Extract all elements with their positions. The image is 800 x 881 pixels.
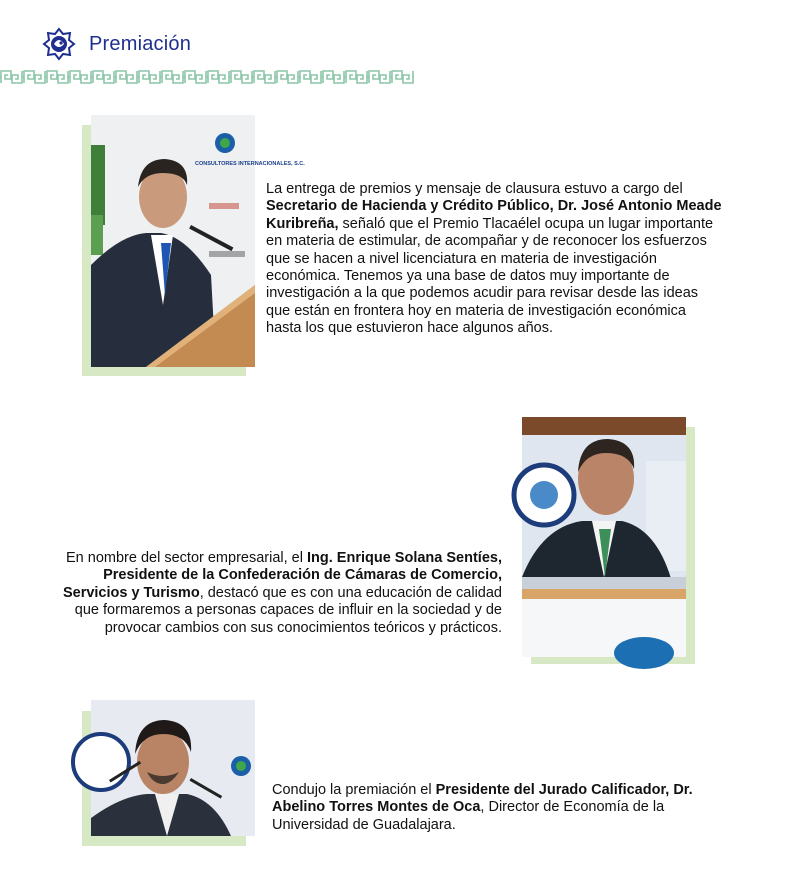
- paragraph-meade: [266, 181, 724, 338]
- section-header: [43, 26, 191, 62]
- text-bold: Presidente del Jurado Calificador, Dr. Abelino Torres Montes de Oca: [272, 782, 693, 816]
- tlacaelel-emblem-icon: [43, 28, 75, 60]
- text-bold: Ing. Enrique Solana Sentíes, Presidente de la Confederación de Cámaras de Comercio, Servicios y Turismo: [62, 550, 502, 601]
- paragraph-solana: [40, 550, 502, 637]
- speaker-photo-solana: [522, 417, 686, 657]
- paragraph-torres: [272, 782, 742, 834]
- text-before: La entrega de premios y mensaje de clausura estuvo a cargo del: [266, 181, 683, 197]
- text-after: señaló que el Premio Tlacaélel ocupa un lugar importante en materia de estimular, de acompañar y de reconocer los esfuerzos que se hacen a nivel licenciatura en materia de investigación económica. Tenemos ya una base de datos muy importante de investigación a la que podemos acudir para revisar desde las ideas que están en frontera hoy en materia de investigación económica hasta los que estuvieron hace algunos años.: [266, 215, 714, 337]
- text-bold: Secretario de Hacienda y Crédito Público, Dr. José Antonio Meade Kuribreña,: [266, 198, 722, 232]
- text-after: , destacó que es con una educación de calidad que formaremos a personas capaces de influir en la sociedad y de provocar cambios con sus conocimientos teóricos y prácticos.: [74, 584, 502, 636]
- speaker-photo-torres: [91, 700, 255, 836]
- greek-key-border: [0, 68, 414, 86]
- text-before: En nombre del sector empresarial, el: [66, 550, 307, 566]
- text-before: Condujo la premiación el: [272, 782, 436, 798]
- speaker-photo-meade: [91, 115, 305, 367]
- photo-sign-text: CONSULTORES INTERNACIONALES, S.C.: [195, 161, 305, 167]
- page-title: Premiación: [89, 32, 192, 55]
- text-after: , Director de Economía de la Universidad de Guadalajara.: [272, 799, 665, 833]
